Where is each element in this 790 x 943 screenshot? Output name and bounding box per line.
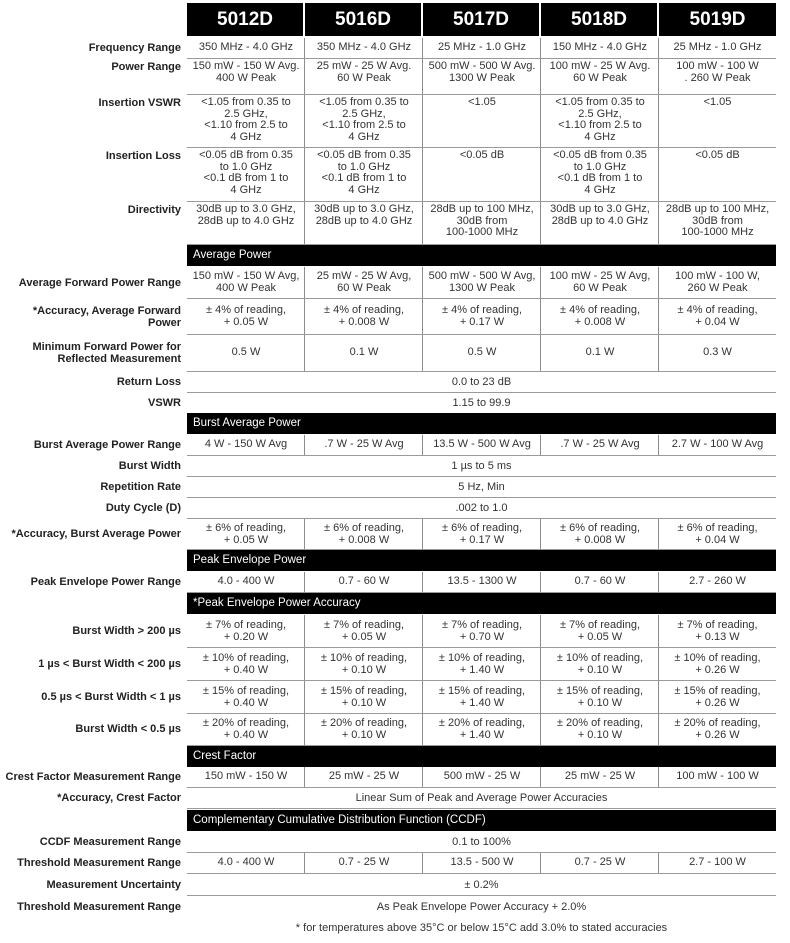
column-divider [422,148,423,201]
column-divider [540,519,541,549]
insertion-vswr-label: Insertion VSWR [98,97,181,109]
column-divider [422,853,423,873]
crest-factor-range-value: 150 mW - 150 W [204,770,288,782]
row-separator [187,852,776,853]
directivity-value: 30dB up to 3.0 GHz, 28dB up to 4.0 GHz [314,203,414,227]
pep-accuracy-row-value: ± 20% of reading, + 0.26 W [674,717,761,741]
insertion-vswr-value: <1.05 from 0.35 to 2.5 GHz, <1.10 from 2.5 to 4 GHz [319,96,409,143]
pep-accuracy-row-value: ± 10% of reading, + 0.10 W [320,652,408,676]
burst-width-value: 1 µs to 5 ms [451,460,512,472]
directivity-value: 30dB up to 3.0 GHz, 28dB up to 4.0 GHz [550,203,650,227]
min-forward-power-label: Minimum Forward Power for Reflected Measurement [32,341,181,365]
pep-accuracy-row-value: ± 10% of reading, + 0.26 W [674,652,761,676]
model-header-5019d: 5019D [659,3,776,36]
pep-range-value: 13.5 - 1300 W [447,575,517,587]
directivity-value: 28dB up to 100 MHz, 30dB from 100-1000 MHz [665,203,770,238]
frequency-range-value: 25 MHz - 1.0 GHz [437,41,527,53]
pep-accuracy-row-value: ± 7% of reading, + 0.70 W [441,619,523,643]
insertion-loss-value: <0.05 dB [459,149,505,161]
burst-avg-range-value: 4 W - 150 W Avg [204,438,288,450]
column-divider [422,95,423,147]
pep-accuracy-row-label: Burst Width < 0.5 µs [75,723,181,735]
column-divider [422,615,423,647]
pep-accuracy-row-label: Burst Width > 200 µs [72,625,181,637]
pep-accuracy-row-value: ± 7% of reading, + 0.13 W [677,619,758,643]
column-divider [422,59,423,94]
column-divider [658,435,659,455]
column-divider [422,713,423,745]
row-separator [187,497,776,498]
ccdf-range-value: 0.1 to 100% [452,836,511,848]
burst-avg-range-value: .7 W - 25 W Avg [560,438,640,450]
pep-range-value: 4.0 - 400 W [217,575,275,587]
burst-avg-range-value: .7 W - 25 W Avg [324,438,404,450]
insertion-loss-label: Insertion Loss [105,150,181,162]
vswr-value: 1.15 to 99.9 [452,397,511,409]
column-divider [658,267,659,298]
pep-accuracy-row-value: ± 7% of reading, + 0.20 W [205,619,287,643]
frequency-range-label: Frequency Range [88,42,181,54]
average-power-header-bar [187,245,776,266]
avg-forward-accuracy-value: ± 4% of reading, + 0.05 W [205,304,287,328]
avg-forward-range-value: 100 mW - 25 W Avg, 60 W Peak [549,270,651,294]
avg-forward-range-label: Average Forward Power Range [18,277,181,289]
min-forward-power-value: 0.3 W [703,346,732,358]
pep-accuracy-row-value: ± 10% of reading, + 0.10 W [556,652,644,676]
column-divider [540,148,541,201]
column-divider [304,202,305,244]
row-separator [187,518,776,519]
column-divider [422,681,423,713]
row-separator [187,476,776,477]
column-divider [540,615,541,647]
vswr-label: VSWR [148,397,181,409]
insertion-loss-value: <0.05 dB [695,149,740,161]
pep-accuracy-row-value: ± 20% of reading, + 0.40 W [202,717,290,741]
avg-forward-range-value: 25 mW - 25 W Avg, 60 W Peak [316,270,412,294]
column-divider [304,767,305,787]
peak-envelope-power-title: Peak Envelope Power [193,554,307,566]
row-separator [187,58,776,59]
avg-forward-range-value: 150 mW - 150 W Avg, 400 W Peak [192,270,300,294]
column-divider [422,202,423,244]
pep-accuracy-row-label: 0.5 µs < Burst Width < 1 µs [41,691,181,703]
column-divider [304,38,305,58]
power-range-label: Power Range [111,61,181,73]
pep-accuracy-row-value: ± 10% of reading, + 0.40 W [202,652,290,676]
pep-accuracy-title: *Peak Envelope Power Accuracy [193,597,361,609]
avg-forward-range-value: 100 mW - 100 W, 260 W Peak [675,270,760,294]
column-divider [304,681,305,713]
insertion-vswr-value: <1.05 from 0.35 to 2.5 GHz, <1.10 from 2.5 to 4 GHz [555,96,645,143]
repetition-rate-value: 5 Hz, Min [458,481,505,493]
pep-range-value: 2.7 - 260 W [689,575,746,587]
column-divider [422,648,423,680]
column-divider [658,299,659,334]
column-divider [658,148,659,201]
row-separator [187,392,776,393]
column-divider [540,435,541,455]
column-divider [540,335,541,371]
return-loss-value: 0.0 to 23 dB [451,376,512,388]
column-divider [540,95,541,147]
row-separator [187,298,776,299]
row-separator [187,787,776,788]
frequency-range-value: 25 MHz - 1.0 GHz [673,41,762,53]
column-divider [304,299,305,334]
row-separator [187,647,776,648]
threshold-range-value: 13.5 - 500 W [450,856,514,868]
row-separator [187,713,776,714]
column-divider [304,853,305,873]
column-divider [422,519,423,549]
power-range-value: 100 mW - 100 W . 260 W Peak [676,60,759,84]
frequency-range-value: 150 MHz - 4.0 GHz [552,41,648,53]
column-divider [540,267,541,298]
column-divider [304,572,305,592]
burst-width-label: Burst Width [118,460,181,472]
column-divider [304,59,305,94]
column-divider [658,95,659,147]
column-divider [658,59,659,94]
avg-forward-accuracy-value: ± 4% of reading, + 0.04 W [677,304,758,328]
ccdf-range-label: CCDF Measurement Range [39,836,181,848]
return-loss-label: Return Loss [116,376,181,388]
column-divider [540,713,541,745]
pep-range-value: 0.7 - 60 W [338,575,390,587]
burst-average-power-title: Burst Average Power [193,417,301,429]
column-divider [304,335,305,371]
column-divider [422,767,423,787]
row-separator [187,94,776,95]
threshold-range-value: 0.7 - 25 W [574,856,626,868]
repetition-rate-label: Repetition Rate [100,481,181,493]
avg-forward-range-value: 500 mW - 500 W Avg, 1300 W Peak [428,270,536,294]
duty-cycle-label: Duty Cycle (D) [105,502,181,514]
directivity-value: 28dB up to 100 MHz, 30dB from 100-1000 MHz [430,203,534,238]
footnote: * for temperatures above 35°C or below 15°C add 3.0% to stated accuracies [295,922,668,934]
column-divider [540,681,541,713]
pep-accuracy-row-value: ± 7% of reading, + 0.05 W [323,619,405,643]
min-forward-power-value: 0.5 W [467,346,497,358]
row-separator [187,371,776,372]
pep-range-label: Peak Envelope Power Range [30,576,181,588]
column-divider [540,648,541,680]
column-divider [304,615,305,647]
pep-accuracy-row-value: ± 15% of reading, + 1.40 W [438,685,526,709]
column-divider [540,299,541,334]
column-divider [304,148,305,201]
directivity-value: 30dB up to 3.0 GHz, 28dB up to 4.0 GHz [196,203,296,227]
burst-avg-accuracy-value: ± 6% of reading, + 0.17 W [441,522,523,546]
column-divider [422,267,423,298]
pep-accuracy-row-value: ± 15% of reading, + 0.10 W [556,685,644,709]
column-divider [422,435,423,455]
threshold-range-value: 2.7 - 100 W [689,856,746,868]
model-header-5017d: 5017D [423,3,539,36]
insertion-vswr-value: <1.05 from 0.35 to 2.5 GHz, <1.10 from 2.5 to 4 GHz [201,96,291,143]
directivity-label: Directivity [127,204,181,216]
threshold-range-2-value: As Peak Envelope Power Accuracy + 2.0% [376,901,587,913]
row-separator [187,873,776,874]
pep-accuracy-row-value: ± 15% of reading, + 0.26 W [674,685,761,709]
ccdf-title: Complementary Cumulative Distribution Function (CCDF) [193,814,486,826]
column-divider [304,267,305,298]
column-divider [422,299,423,334]
burst-avg-accuracy-value: ± 6% of reading, + 0.008 W [323,522,405,546]
column-divider [540,202,541,244]
crest-factor-title: Crest Factor [193,750,257,762]
model-header-5018d: 5018D [541,3,657,36]
threshold-range-value: 0.7 - 25 W [338,856,390,868]
crest-factor-range-value: 25 mW - 25 W [328,770,400,782]
burst-avg-accuracy-value: ± 6% of reading, + 0.05 W [205,522,287,546]
insertion-loss-value: <0.05 dB from 0.35 to 1.0 GHz <0.1 dB from 1 to 4 GHz [199,149,293,196]
crest-factor-range-value: 100 mW - 100 W [676,770,759,782]
column-divider [658,681,659,713]
column-divider [304,713,305,745]
column-divider [658,38,659,58]
min-forward-power-value: 0.1 W [585,346,615,358]
column-divider [658,615,659,647]
column-divider [422,572,423,592]
burst-avg-range-value: 2.7 W - 100 W Avg [671,438,764,450]
power-range-value: 500 mW - 500 W Avg. 1300 W Peak [428,60,536,84]
insertion-loss-value: <0.05 dB from 0.35 to 1.0 GHz <0.1 dB from 1 to 4 GHz [553,149,647,196]
avg-forward-accuracy-value: ± 4% of reading, + 0.008 W [323,304,405,328]
pep-accuracy-row-value: ± 15% of reading, + 0.10 W [320,685,408,709]
burst-avg-range-value: 13.5 W - 500 W Avg [433,438,531,450]
threshold-range-2-label: Threshold Measurement Range [17,901,181,913]
model-header-5016d: 5016D [305,3,421,36]
pep-range-value: 0.7 - 60 W [574,575,626,587]
average-power-title: Average Power [193,249,272,261]
measurement-uncertainty-label: Measurement Uncertainty [46,879,181,891]
row-separator [187,895,776,896]
min-forward-power-value: 0.1 W [349,346,379,358]
crest-factor-header-bar [187,746,776,767]
model-header-5012d: 5012D [187,3,303,36]
burst-avg-accuracy-label: *Accuracy, Burst Average Power [11,528,181,540]
pep-accuracy-row-value: ± 20% of reading, + 0.10 W [320,717,408,741]
column-divider [658,202,659,244]
power-range-value: 25 mW - 25 W Avg. 60 W Peak [316,60,412,84]
duty-cycle-value: .002 to 1.0 [455,502,508,514]
column-divider [658,853,659,873]
column-divider [540,767,541,787]
min-forward-power-value: 0.5 W [231,346,261,358]
avg-forward-accuracy-value: ± 4% of reading, + 0.17 W [441,304,523,328]
crest-factor-range-label: Crest Factor Measurement Range [5,771,181,783]
burst-avg-accuracy-value: ± 6% of reading, + 0.008 W [559,522,641,546]
column-divider [658,767,659,787]
row-separator [187,680,776,681]
column-divider [658,335,659,371]
frequency-range-value: 350 MHz - 4.0 GHz [198,41,294,53]
column-divider [540,38,541,58]
column-divider [422,335,423,371]
column-divider [540,853,541,873]
pep-accuracy-row-value: ± 10% of reading, + 1.40 W [438,652,526,676]
crest-factor-accuracy-label: *Accuracy, Crest Factor [57,792,181,804]
threshold-range-value: 4.0 - 400 W [217,856,275,868]
column-divider [658,519,659,549]
pep-accuracy-row-label: 1 µs < Burst Width < 200 µs [38,658,181,670]
row-separator [187,147,776,148]
insertion-vswr-value: <1.05 [703,96,732,108]
power-range-value: 100 mW - 25 W Avg. 60 W Peak [549,60,651,84]
column-divider [658,572,659,592]
row-separator [187,808,776,809]
crest-factor-range-value: 25 mW - 25 W [564,770,636,782]
measurement-uncertainty-value: ± 0.2% [464,879,499,891]
power-range-value: 150 mW - 150 W Avg. 400 W Peak [192,60,300,84]
column-divider [658,713,659,745]
avg-forward-accuracy-value: ± 4% of reading, + 0.008 W [559,304,641,328]
column-divider [540,59,541,94]
row-separator [187,455,776,456]
frequency-range-value: 350 MHz - 4.0 GHz [316,41,412,53]
column-divider [540,572,541,592]
pep-accuracy-row-value: ± 15% of reading, + 0.40 W [202,685,290,709]
crest-factor-accuracy-value: Linear Sum of Peak and Average Power Accuracies [355,792,608,804]
column-divider [304,519,305,549]
column-divider [658,648,659,680]
crest-factor-range-value: 500 mW - 25 W [443,770,521,782]
row-separator [187,334,776,335]
burst-avg-range-label: Burst Average Power Range [33,439,181,451]
pep-accuracy-row-value: ± 20% of reading, + 1.40 W [438,717,526,741]
burst-avg-accuracy-value: ± 6% of reading, + 0.04 W [677,522,758,546]
insertion-vswr-value: <1.05 [468,96,496,108]
pep-accuracy-row-value: ± 7% of reading, + 0.05 W [559,619,641,643]
avg-forward-accuracy-label: *Accuracy, Average Forward Power [32,305,181,329]
threshold-range-label: Threshold Measurement Range [17,857,181,869]
column-divider [304,435,305,455]
column-divider [304,648,305,680]
column-divider [422,38,423,58]
insertion-loss-value: <0.05 dB from 0.35 to 1.0 GHz <0.1 dB from 1 to 4 GHz [317,149,411,196]
row-separator [187,201,776,202]
column-divider [304,95,305,147]
pep-accuracy-row-value: ± 20% of reading, + 0.10 W [556,717,644,741]
